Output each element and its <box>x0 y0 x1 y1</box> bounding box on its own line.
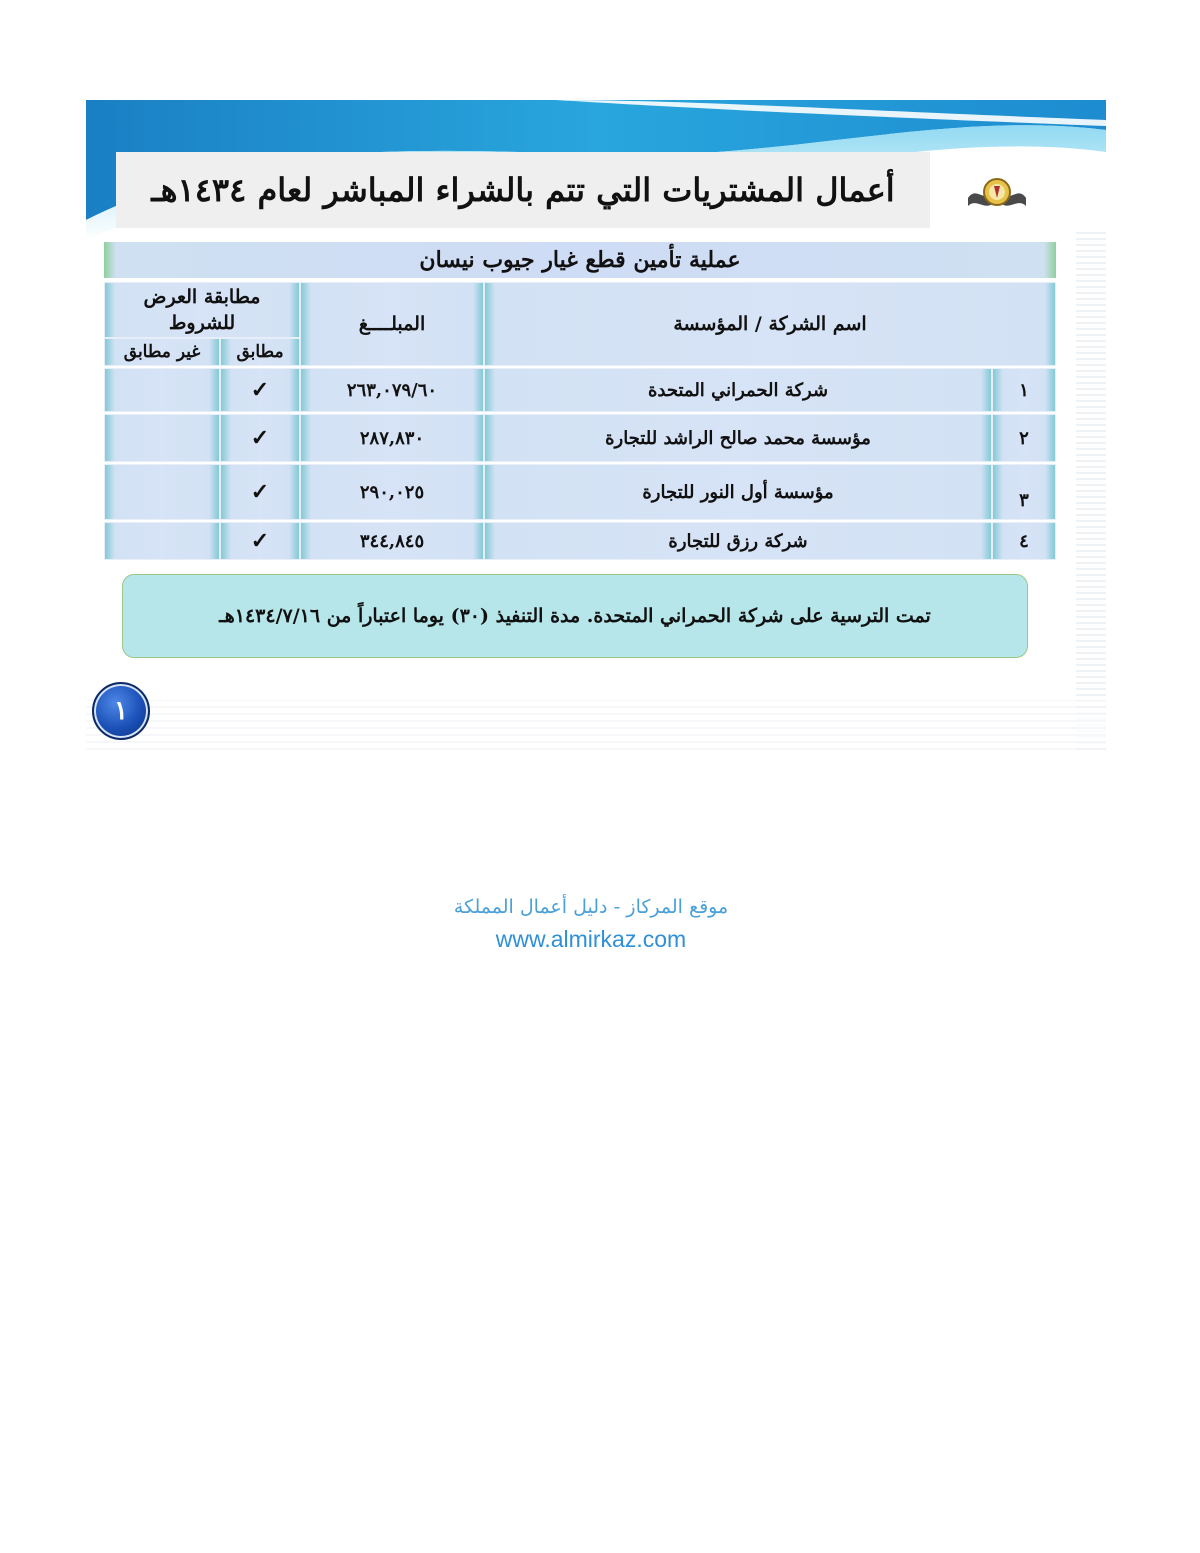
page-title: أعمال المشتريات التي تتم بالشراء المباشر لعام ١٤٣٤هـ <box>151 171 895 209</box>
header-amount: المبلــــغ <box>300 282 484 366</box>
row-3-number: ٣ <box>992 464 1056 520</box>
row-4-company: شركة رزق للتجارة <box>484 522 992 560</box>
header-matches: مطابق <box>220 338 300 366</box>
row-1-number: ١ <box>992 368 1056 412</box>
page-number: ١ <box>114 696 128 726</box>
header-company: اسم الشركة / المؤسسة <box>484 282 1056 366</box>
row-4-matches-check: ✓ <box>220 522 300 560</box>
row-4-number: ٤ <box>992 522 1056 560</box>
row-1-matches-check: ✓ <box>220 368 300 412</box>
row-3-amount: ٢٩٠,٠٢٥ <box>300 464 484 520</box>
row-2-amount: ٢٨٧,٨٣٠ <box>300 414 484 462</box>
row-3-company: مؤسسة أول النور للتجارة <box>484 464 992 520</box>
subtitle-bar <box>104 242 1056 278</box>
row-4-not-matches <box>104 522 220 560</box>
award-note-box <box>122 574 1028 658</box>
emblem-icon <box>966 172 1028 214</box>
footer-site-name: موقع المركاز - دليل أعمال المملكة <box>453 896 729 918</box>
row-2-number: ٢ <box>992 414 1056 462</box>
row-3-matches-check: ✓ <box>220 464 300 520</box>
row-2-matches-check: ✓ <box>220 414 300 462</box>
row-1-not-matches <box>104 368 220 412</box>
award-note: تمت الترسية على شركة الحمراني المتحدة. مدة التنفيذ (٣٠) يوما اعتباراً من ١٤٣٤/٧/١٦هـ <box>219 605 931 627</box>
footer-url-link[interactable]: www.almirkaz.com <box>495 926 687 952</box>
page-number-badge <box>92 682 150 740</box>
slide <box>86 100 1106 750</box>
bottom-pattern-decoration <box>86 700 1106 750</box>
row-4-amount: ٣٤٤,٨٤٥ <box>300 522 484 560</box>
row-3-not-matches <box>104 464 220 520</box>
header-match-group: مطابقة العرض للشروط <box>104 282 300 338</box>
header-not-matches: غير مطابق <box>104 338 220 366</box>
title-box <box>116 152 930 228</box>
subtitle: عملية تأمين قطع غيار جيوب نيسان <box>419 247 741 273</box>
row-2-company: مؤسسة محمد صالح الراشد للتجارة <box>484 414 992 462</box>
row-1-company: شركة الحمراني المتحدة <box>484 368 992 412</box>
side-pattern-decoration <box>1076 230 1106 750</box>
row-1-amount: ٢٦٣,٠٧٩/٦٠ <box>300 368 484 412</box>
row-2-not-matches <box>104 414 220 462</box>
